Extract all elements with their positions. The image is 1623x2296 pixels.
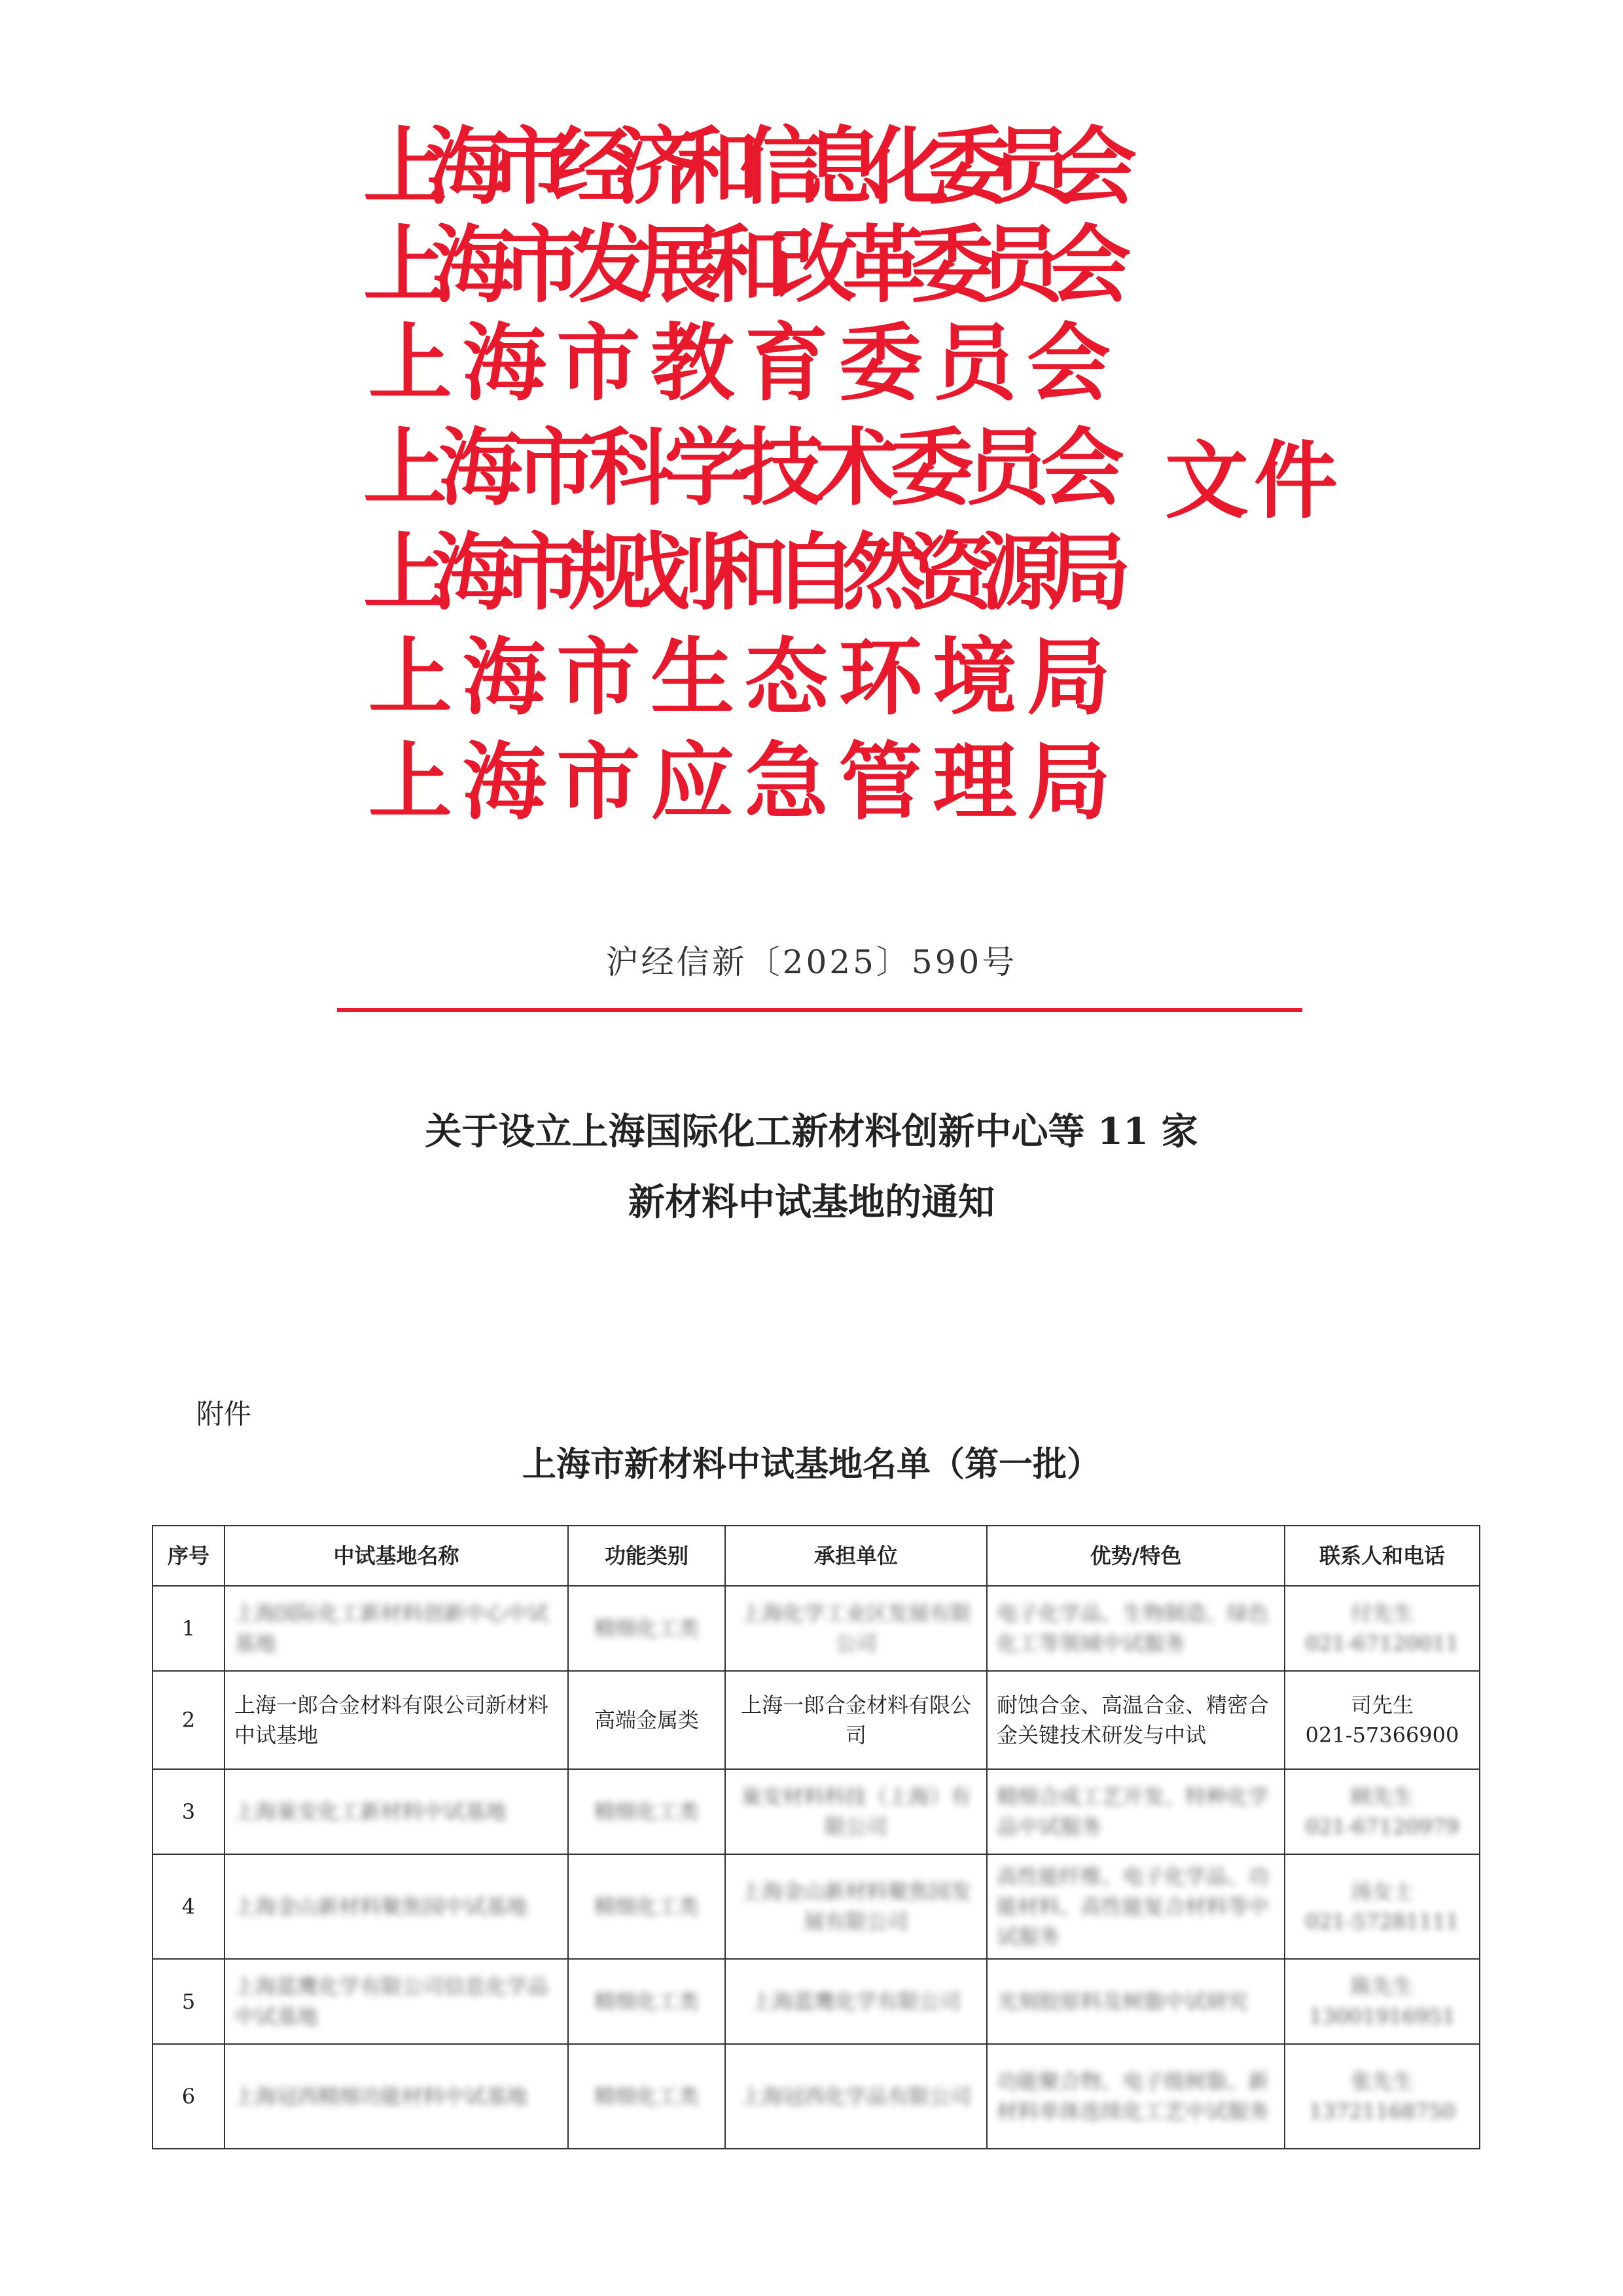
feature-cell: 电子化学品、生物制造、绿色化工等领域中试服务 <box>987 1586 1285 1671</box>
agency-name: 上海市科学技术委员会 <box>363 419 1125 517</box>
column-header-features: 优势/特色 <box>987 1526 1285 1586</box>
organization-cell: 上海一郎合金材料有限公司 <box>725 1671 987 1769</box>
contact-cell <box>1285 2044 1480 2149</box>
category-cell: 精细化工类 <box>568 1769 725 1854</box>
contact-phone: 021-67120979 <box>1305 1814 1459 1839</box>
contact-phone: 021-57281111 <box>1305 1909 1459 1934</box>
table-row <box>152 1586 1480 1671</box>
notice-title-line-2: 新材料中试基地的通知 <box>628 1181 995 1224</box>
notice-title-line-1: 关于设立上海国际化工新材料创新中心等 11 家 <box>425 1110 1198 1153</box>
base-name-cell: 上海巢安化工新材料中试基地 <box>224 1769 568 1854</box>
contact-cell <box>1285 1959 1480 2044</box>
contact-phone: 021-57366900 <box>1305 1723 1459 1748</box>
contact-person: 顾先生 <box>1350 1784 1414 1809</box>
contact-cell <box>1285 1671 1480 1769</box>
row-index: 3 <box>152 1769 224 1854</box>
table-header-row <box>152 1526 1480 1586</box>
contact-person: 司先生 <box>1350 1693 1414 1717</box>
contact-phone: 13001916951 <box>1309 2004 1455 2029</box>
organization-cell: 上海金山新材料聚焦园发展有限公司 <box>725 1854 987 1959</box>
feature-cell: 高性能纤维、电子化学品、功能材料、高性能复合材料等中试服务 <box>987 1854 1285 1959</box>
letterhead-document-word: 文件 <box>1165 432 1344 530</box>
contact-person: 张先生 <box>1350 2069 1414 2094</box>
base-name-cell: 上海冠西精细功能材料中试基地 <box>224 2044 568 2149</box>
document-number: 沪经信新〔2025〕590号 <box>605 943 1018 981</box>
column-header-organization: 承担单位 <box>725 1526 987 1586</box>
column-header-category: 功能类别 <box>568 1526 725 1586</box>
contact-cell <box>1285 1769 1480 1854</box>
row-index: 4 <box>152 1854 224 1959</box>
row-index: 1 <box>152 1586 224 1671</box>
contact-person: 付先生 <box>1350 1601 1414 1626</box>
base-name-cell: 上海一郎合金材料有限公司新材料中试基地 <box>224 1671 568 1769</box>
agency-name: 上海市发展和改革委员会 <box>363 216 1132 314</box>
category-cell: 精细化工类 <box>568 2044 725 2149</box>
agency-name: 上 海 市 应 急 管 理 局 <box>368 733 1111 831</box>
attachment-label: 附件 <box>196 1398 252 1430</box>
issuing-agencies <box>363 118 1279 857</box>
red-letterhead <box>363 118 1344 857</box>
category-cell: 精细化工类 <box>568 1854 725 1959</box>
list-title: 上海市新材料中试基地名单（第一批） <box>522 1444 1101 1484</box>
red-divider-line <box>337 1008 1302 1012</box>
table-body <box>152 1586 1480 2149</box>
contact-phone: 13721168750 <box>1309 2099 1455 2124</box>
table-row <box>152 1854 1480 1959</box>
agency-name: 上海市经济和信息化委员会 <box>363 118 1137 216</box>
column-header-index: 序号 <box>152 1526 224 1586</box>
feature-cell: 功能聚合物、电子级树脂、新材料单体连续化工艺中试服务 <box>987 2044 1285 2149</box>
organization-cell: 上海蓝鹰化学有限公司 <box>725 1959 987 2044</box>
organization-cell: 巢安材料科技（上海）有限公司 <box>725 1769 987 1854</box>
category-cell: 精细化工类 <box>568 1959 725 2044</box>
contact-phone: 021-67120011 <box>1305 1631 1459 1656</box>
table-row <box>152 1769 1480 1854</box>
organization-cell: 上海化学工业区发展有限公司 <box>725 1586 987 1671</box>
base-name-cell: 上海金山新材料聚焦园中试基地 <box>224 1854 568 1959</box>
column-header-contact: 联系人和电话 <box>1285 1526 1480 1586</box>
base-name-cell: 上海蓝鹰化学有限公司信息化学品中试基地 <box>224 1959 568 2044</box>
row-index: 2 <box>152 1671 224 1769</box>
row-index: 5 <box>152 1959 224 2044</box>
agency-name: 上海市规划和自然资源局 <box>363 524 1132 622</box>
category-cell: 高端金属类 <box>568 1671 725 1769</box>
agency-name: 上 海 市 教 育 委 员 会 <box>368 314 1111 412</box>
base-name-cell: 上海国际化工新材料创新中心中试基地 <box>224 1586 568 1671</box>
column-header-base-name: 中试基地名称 <box>224 1526 568 1586</box>
contact-cell <box>1285 1854 1480 1959</box>
table-row <box>152 2044 1480 2149</box>
contact-cell <box>1285 1586 1480 1671</box>
feature-cell: 光刻胶原料及树脂中试研究 <box>987 1959 1285 2044</box>
pilot-base-table <box>152 1525 1480 2149</box>
notice-title <box>0 1096 1623 1238</box>
category-cell: 精细化工类 <box>568 1586 725 1671</box>
table-row <box>152 1959 1480 2044</box>
agency-name: 上 海 市 生 态 环 境 局 <box>368 628 1111 726</box>
feature-cell: 精细合成工艺开发、特种化学品中试服务 <box>987 1769 1285 1854</box>
table-row <box>152 1671 1480 1769</box>
row-index: 6 <box>152 2044 224 2149</box>
contact-person: 汤女士 <box>1350 1879 1414 1904</box>
feature-cell: 耐蚀合金、高温合金、精密合金关键技术研发与中试 <box>987 1671 1285 1769</box>
organization-cell: 上海冠西化学品有限公司 <box>725 2044 987 2149</box>
contact-person: 陈先生 <box>1350 1974 1414 1999</box>
